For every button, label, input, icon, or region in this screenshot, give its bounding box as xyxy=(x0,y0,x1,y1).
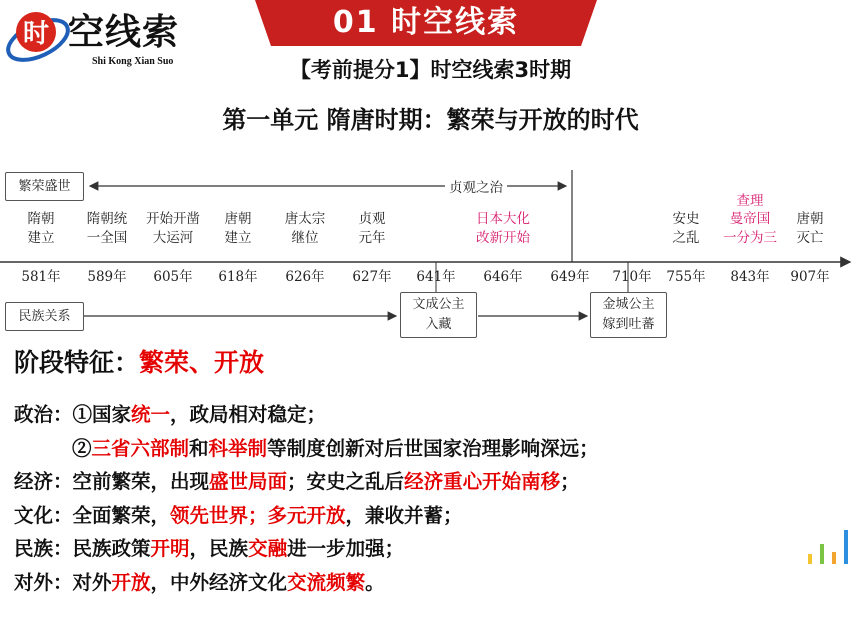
logo-text: 空线索 xyxy=(68,11,180,53)
event-label-line2: 一全国 xyxy=(86,230,128,246)
wencheng-box: 文成公主 入藏 xyxy=(400,292,477,338)
ethnic-row: 民族：民族政策开明，民族交融进一步加强； xyxy=(14,537,405,560)
event-year: 626年 xyxy=(285,269,325,285)
event-year: 589年 xyxy=(87,269,127,285)
event-label-line2: 改新开始 xyxy=(476,230,530,246)
event-label-line1: 安史 xyxy=(672,211,700,227)
event-year: 581年 xyxy=(21,269,61,285)
event-label-line1: 隋朝统 xyxy=(86,211,128,227)
economy-row: 经济：空前繁荣，出现盛世局面；安史之乱后经济重心开始南移； xyxy=(14,470,580,493)
event-label-line1: 日本大化 xyxy=(476,211,530,227)
event-year: 907年 xyxy=(790,269,830,285)
jincheng-box: 金城公主 嫁到吐蕃 xyxy=(590,292,667,338)
decorative-bars-icon xyxy=(808,528,858,564)
logo-subtitle: Shi Kong Xian Suo xyxy=(92,56,174,67)
event-year: 843年 xyxy=(730,269,770,285)
event-label xyxy=(206,210,270,248)
politics-row-2: ②三省六部制和科举制等制度创新对后世国家治理影响深远； xyxy=(72,436,599,460)
culture-row: 文化：全面繁荣，领先世界；多元开放，兼收并蓄； xyxy=(14,503,463,527)
event-year: 605年 xyxy=(153,269,193,285)
event-label-line2: 灭亡 xyxy=(796,230,824,246)
event-label xyxy=(273,210,337,248)
event-label xyxy=(718,210,782,248)
banner-title: 01 时空线索 xyxy=(332,5,520,40)
foreign-row: 对外：对外开放，中外经济文化交流频繁。 xyxy=(14,570,385,594)
event-label-line2: 大运河 xyxy=(152,230,194,246)
event-year: 627年 xyxy=(352,269,392,285)
unit-title: 第一单元 隋唐时期：繁荣与开放的时代 xyxy=(222,106,639,134)
event-label xyxy=(9,210,73,248)
politics-row: 政治：①国家统一，政局相对稳定； xyxy=(14,403,327,426)
event-year: 710年 xyxy=(612,269,652,285)
event-label xyxy=(654,210,718,248)
event-label-line1: 唐朝 xyxy=(224,211,252,227)
subtitle: 【考前提分1】时空线索3时期 xyxy=(289,58,572,82)
event-label: 查理 xyxy=(736,193,764,209)
event-label-line2: 建立 xyxy=(224,230,252,246)
event-year: 649年 xyxy=(550,269,590,285)
event-label xyxy=(340,210,404,248)
event-label-line1: 唐太宗 xyxy=(284,211,326,227)
event-label xyxy=(778,210,842,248)
event-label xyxy=(75,210,139,248)
event-label xyxy=(471,210,535,248)
event-year: 755年 xyxy=(666,269,706,285)
zhenguan-label: 贞观之治 xyxy=(445,176,507,196)
stage-feature: 阶段特征：繁荣、开放 xyxy=(14,348,265,377)
event-year: 618年 xyxy=(218,269,258,285)
event-label-line1: 开始开凿 xyxy=(146,211,200,227)
event-label-line2: 一分为三 xyxy=(723,230,777,246)
event-year: 646年 xyxy=(483,269,523,285)
feature-points xyxy=(14,398,599,599)
event-label-line2: 继位 xyxy=(291,230,319,246)
event-label-line2: 建立 xyxy=(27,230,55,246)
prosperity-box: 繁荣盛世 xyxy=(5,172,84,201)
event-label-line2: 元年 xyxy=(358,230,386,246)
event-label-line2: 之乱 xyxy=(672,230,700,246)
event-year: 641年 xyxy=(416,269,456,285)
event-label-line1: 贞观 xyxy=(358,211,386,227)
event-label xyxy=(141,210,205,248)
event-label-line1: 唐朝 xyxy=(796,211,824,227)
ethnic-relations-box: 民族关系 xyxy=(5,302,84,331)
event-label-line1: 隋朝 xyxy=(27,211,55,227)
svg-text:时: 时 xyxy=(22,19,50,49)
event-label-line1: 曼帝国 xyxy=(729,211,771,227)
